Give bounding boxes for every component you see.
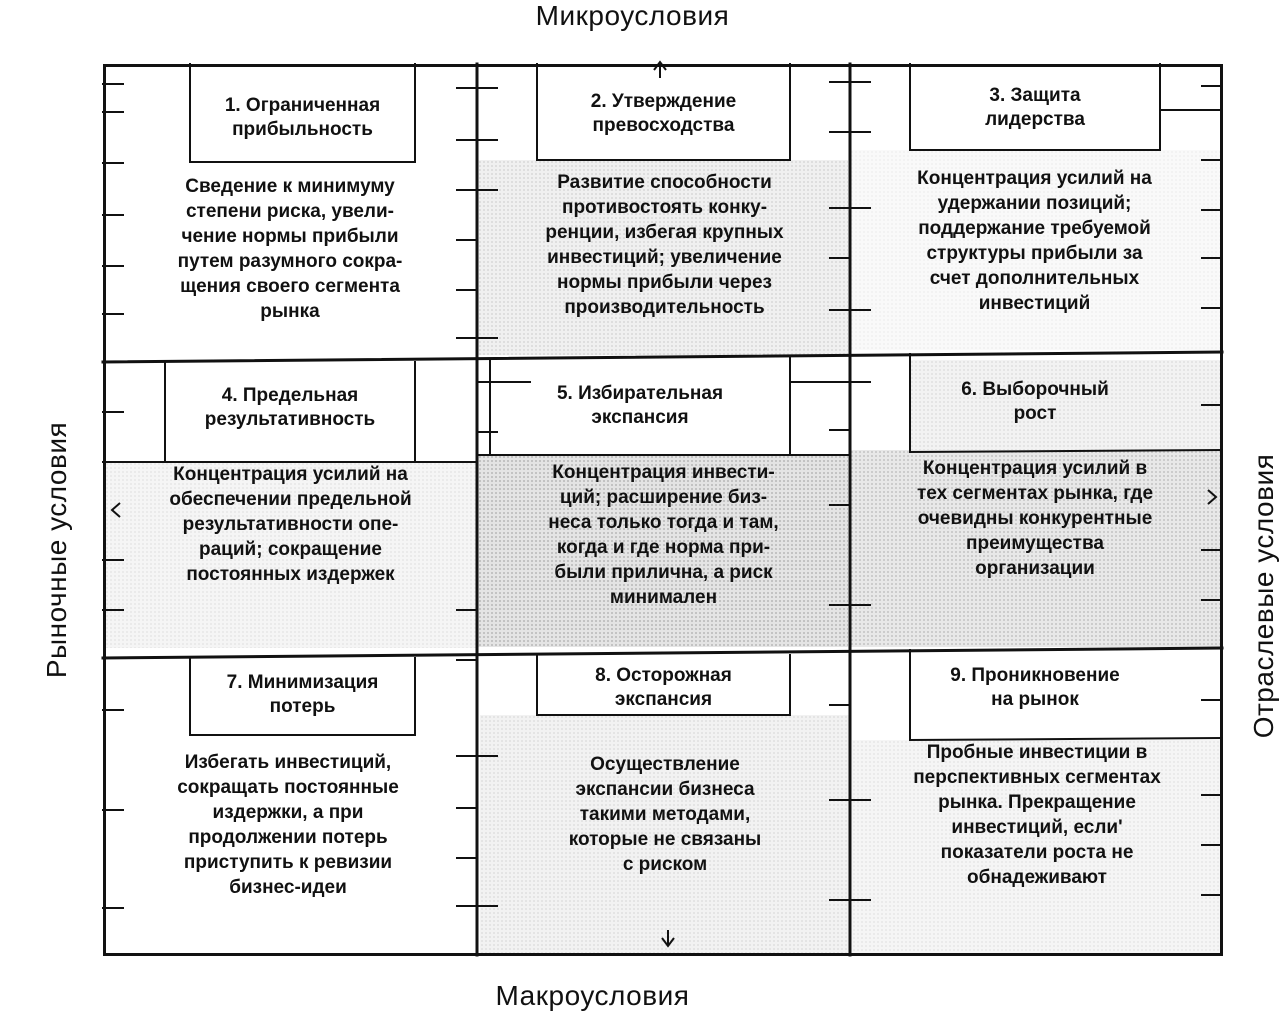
cell-9-title: 9. Проникновение на рынок (950, 665, 1120, 710)
axis-label-bottom (0, 980, 1285, 1012)
axis-label-right: Отраслевые условия (1248, 453, 1279, 739)
cell-4-title: 4. Предельная результативность (204, 385, 376, 430)
cell-8-body: Осуществление экспансии бизнеса такими методами, которые не связаны с риском (568, 754, 762, 875)
cell-9-body: Пробные инвестиции в перспективных сегментах рынка. Прекращение инвестиций, если' показатели роста не обнадеживают (913, 742, 1161, 888)
cell-1-body: Сведение к минимуму степени риска, увели- чение нормы прибыли путем разумного сокра- щения своего сегмента рынка (177, 176, 403, 322)
cell-2-body: Развитие способности противостоять конку- ренции, избегая крупных инвестиций; увеличение нормы прибыли через производительность (545, 172, 784, 318)
axis-label-bottom-text: Макроусловия (495, 980, 690, 1011)
cell-1-title: 1. Ограниченная прибыльность (224, 95, 381, 140)
axis-label-top-text: Микроусловия (535, 0, 730, 31)
axis-label-left: Рыночные условия (41, 421, 72, 679)
cell-5-title: 5. Избирательная экспансия (556, 383, 724, 428)
cell-3-body: Концентрация усилий на удержании позиций; поддержание требуемой структуры прибыли за счет дополнительных инвестиций (917, 168, 1152, 314)
cell-6-body: Концентрация усилий в тех сегментах рынка, где очевидны конкурентные преимущества организации (916, 458, 1154, 579)
cell-4-body: Концентрация усилий на обеспечении предельной результативности опе- раций; сокращение постоянных издержек (169, 464, 412, 585)
cell-5-body: Концентрация инвести- ций; расширение биз- неса только тогда и там, когда и где норма при- были прилична, а риск минимален (548, 462, 779, 608)
cell-7-body: Избегать инвестиций, сокращать постоянные издержки, а при продолжении потерь приступить к ревизии бизнес-идеи (177, 752, 399, 898)
cell-2-title: 2. Утверждение превосходства (590, 91, 737, 136)
cell-8-title: 8. Осторожная экспансия (595, 665, 732, 710)
axis-label-top (0, 0, 1285, 32)
cell-3-title: 3. Защита лидерства (985, 85, 1085, 130)
cell-6-title: 6. Выборочный рост (961, 379, 1109, 424)
cell-7-title: 7. Минимизация потерь (226, 672, 379, 717)
